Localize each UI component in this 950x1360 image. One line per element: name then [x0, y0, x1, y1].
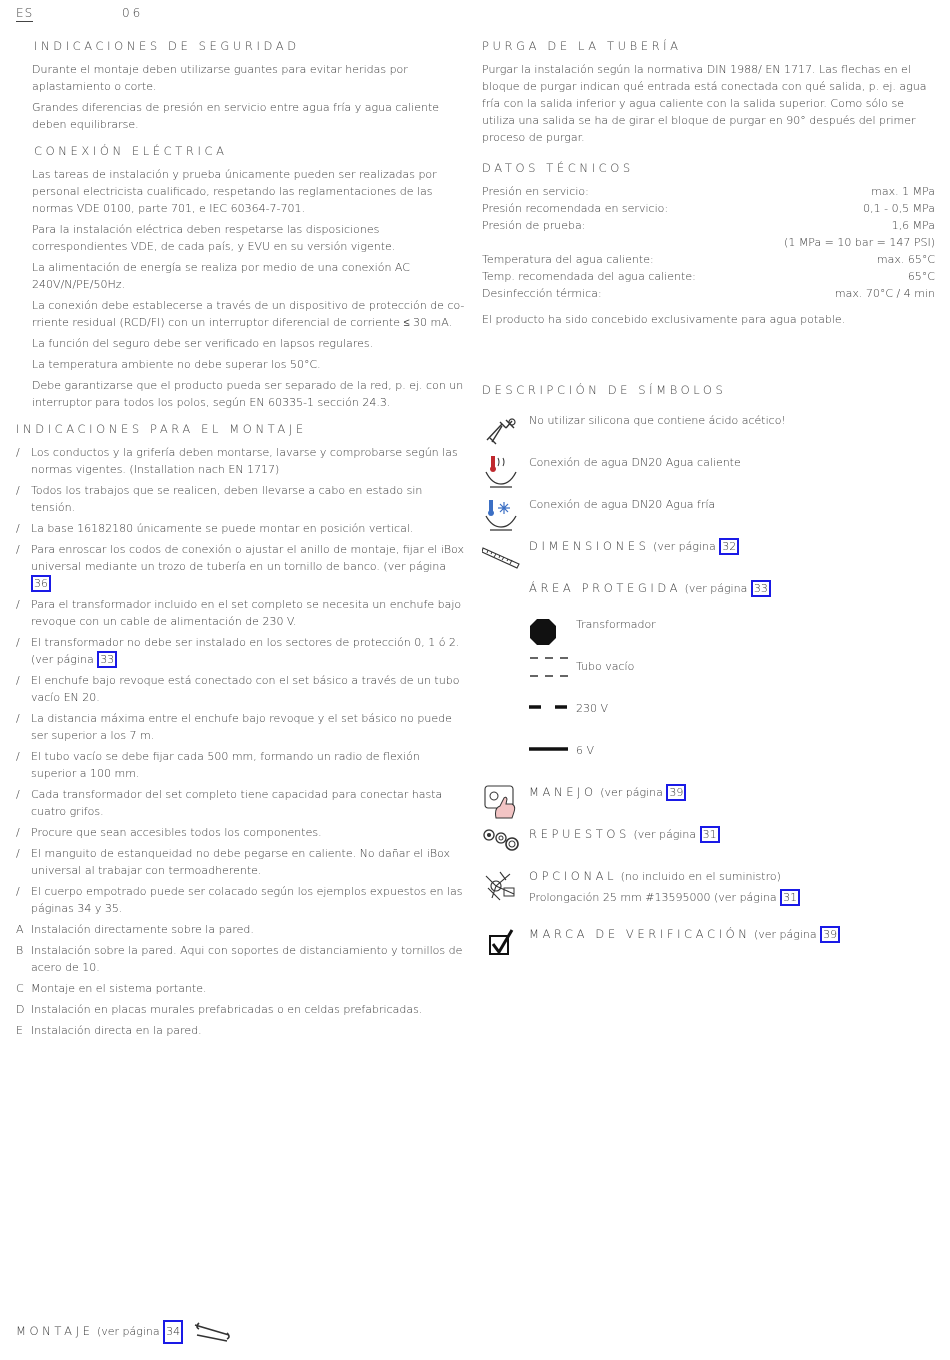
symbol-text: Conexión de agua DN20 Agua caliente	[529, 456, 741, 469]
page-ref: (ver página	[653, 540, 716, 553]
list-item: / El manguito de estanqueidad no debe pegarse en caliente. No dañar el iBox universal al trabajar con termoadherente.	[16, 847, 450, 877]
table-row: Temp. recomendada del agua caliente: 65°C	[482, 270, 935, 283]
heading-conexion-electrica: CONEXIÓN ELÉCTRICA	[34, 144, 228, 158]
paragraph: La función del seguro debe ser verificado en lapsos regulares.	[32, 337, 374, 350]
bullet-mark: /	[16, 788, 20, 801]
marca-title: MARCA DE VERIFICACIÓN	[529, 927, 751, 941]
list-item: / Para enroscar los codos de conexión o ajustar el anillo de montaje, fijar el iBox universal mediante un trozo de tubería en un tornillo de banco. (ver página 36	[16, 543, 464, 590]
dimensiones-title: DIMENSIONES	[529, 539, 650, 553]
page-link-31[interactable]: 31	[700, 826, 720, 843]
potable-water-note: El producto ha sido concebido exclusivamente para agua potable.	[482, 313, 846, 326]
opcional-note: (no incluido en el suministro)	[620, 870, 781, 883]
bullet-mark: /	[16, 712, 20, 725]
list-item: / Para el transformador incluido en el set completo se necesita un enchufe bajo revoque con un cable de alimentación de 230 V.	[16, 598, 462, 628]
repuestos-title: REPUESTOS	[529, 827, 630, 841]
left-column	[16, 38, 468, 1049]
paragraph: La temperatura ambiente no debe superar los 50°C.	[32, 358, 321, 371]
page-link-32[interactable]: 32	[719, 538, 739, 555]
lettered-item: B Instalación sobre la pared. Aqui con soportes de distanciamiento y tornillos de acero de 10.	[16, 944, 463, 974]
legend-label: 6 V	[576, 744, 595, 757]
paragraph: Purgar la instalación según la normativa DIN 1988/ EN 1717. Las flechas en el bloque de purgar indican qué entrada está conectada con qué salida, p. ej. agua fría con la salida inferior y agua caliente con la salida superior. Como sólo se utiliza una salida se ha de girar el bloque de purgar en 90° después del primer proceso de purgar.	[482, 63, 927, 144]
table-row: Desinfección térmica: max. 70°C / 4 min	[482, 287, 935, 300]
bullet-mark: /	[16, 636, 20, 649]
bullet-mark: /	[16, 885, 20, 898]
solid-line-icon	[529, 744, 571, 754]
list-item: / La distancia máxima entre el enchufe bajo revoque y el set básico no puede ser superior a los 7 m.	[16, 712, 452, 742]
paragraph: Para la instalación eléctrica deben respetarse las disposiciones correspondientes VDE, de cada país, y EVU en su versión vigente.	[32, 223, 396, 253]
opcional-line: Prolongación 25 mm #13595000 (ver página	[529, 891, 777, 904]
lettered-item: A Instalación directamente sobre la pared.	[16, 923, 254, 936]
legend-230v	[482, 700, 935, 742]
technical-data-table	[482, 183, 935, 302]
bullet-mark: /	[16, 826, 20, 839]
page-ref: (ver página	[633, 828, 697, 841]
page-link-34[interactable]: 34	[163, 1320, 183, 1344]
symbol-agua-fria	[482, 496, 935, 538]
wrench-icon	[193, 1321, 233, 1343]
bullet-mark: /	[16, 446, 20, 459]
dashed-line-icon	[529, 654, 571, 680]
table-row: Temperatura del agua caliente: max. 65°C	[482, 253, 935, 266]
hot-water-icon	[482, 454, 520, 490]
page-link-33[interactable]: 33	[97, 651, 117, 668]
hand-operation-icon	[482, 784, 520, 820]
page-link-33[interactable]: 33	[751, 580, 771, 597]
page-link-39[interactable]: 39	[820, 926, 840, 943]
table-row: Presión de prueba: 1,6 MPa	[482, 219, 935, 232]
list-item: / Los conductos y la grifería deben montarse, lavarse y comprobarse según las normas vigentes. (Installation nach EN 1717)	[16, 446, 458, 476]
section-conexion-electrica	[16, 143, 468, 411]
bullet-mark: /	[16, 484, 20, 497]
list-item: / El cuerpo empotrado puede ser colacado según los ejemplos expuestos en las páginas 34 y 35.	[16, 885, 463, 915]
octagon-icon	[529, 618, 557, 646]
cold-water-icon	[482, 496, 520, 532]
legend-label: Tubo vacío	[576, 660, 635, 673]
legend-label: 230 V	[576, 702, 609, 715]
section-datos-tecnicos	[482, 160, 935, 328]
page-ref: (ver página	[684, 582, 748, 595]
symbol-manejo	[482, 784, 935, 826]
list-item: / La base 16182180 únicamente se puede montar en posición vertical.	[16, 522, 414, 535]
manejo-title: MANEJO	[529, 785, 597, 799]
lettered-item: E Instalación directa en la pared.	[16, 1024, 202, 1037]
bullet-mark: /	[16, 847, 20, 860]
bullet-mark: /	[16, 543, 20, 556]
list-item: / El tubo vacío se debe fijar cada 500 mm, formando un radio de flexión superior a 100 mm.	[16, 750, 420, 780]
table-row: (1 MPa = 10 bar = 147 PSI)	[784, 236, 935, 249]
symbol-text: No utilizar silicona que contiene ácido acético!	[529, 414, 786, 427]
lettered-item: D Instalación en placas murales prefabricadas o en celdas prefabricadas.	[16, 1003, 423, 1016]
heading-simbolos: DESCRIPCIÓN DE SÍMBOLOS	[482, 383, 727, 397]
bullet-mark: /	[16, 750, 20, 763]
list-item: / Procure que sean accesibles todos los componentes.	[16, 826, 322, 839]
section-purga	[482, 38, 935, 146]
heading-datos-tecnicos: DATOS TÉCNICOS	[482, 161, 634, 175]
table-row: Presión en servicio: max. 1 MPa	[482, 185, 935, 198]
footer-title: MONTAJE	[16, 1324, 94, 1338]
symbol-area-protegida	[482, 580, 935, 616]
silicone-gun-icon	[482, 412, 520, 448]
page-number: 06	[122, 6, 144, 20]
lettered-item: C Montaje en el sistema portante.	[16, 982, 207, 995]
page-link-36[interactable]: 36	[31, 575, 51, 592]
ruler-icon	[482, 538, 520, 574]
symbol-marca-verificacion	[482, 926, 935, 968]
paragraph: La conexión debe establecerse a través de un dispositivo de protección de co-rriente residual (RCD/FI) con un interruptor diferencial de corriente ≤ 30 mA.	[32, 299, 465, 329]
symbol-text: Conexión de agua DN20 Agua fría	[529, 498, 716, 511]
symbol-opcional	[482, 868, 935, 926]
legend-6v	[482, 742, 935, 784]
legend-label: Transformador	[576, 618, 656, 631]
legend-tubo-vacio	[482, 658, 935, 700]
page-ref: (ver página	[600, 786, 663, 799]
thick-dash-icon	[529, 702, 571, 712]
list-item: / El enchufe bajo revoque está conectado con el set básico a través de un tubo vacío EN 20.	[16, 674, 460, 704]
section-simbolos	[482, 382, 935, 968]
list-item: / Todos los trabajos que se realicen, deben llevarse a cabo en estado sin tensión.	[16, 484, 423, 514]
paragraph: Grandes diferencias de presión en servicio entre agua fría y agua caliente deben equilibrarse.	[32, 101, 440, 131]
paragraph: Debe garantizarse que el producto pueda ser separado de la red, p. ej. con un interruptor para todos los polos, según EN 60335-1 sección 24.3.	[32, 379, 464, 409]
checkbox-check-icon	[482, 926, 520, 962]
heading-purga: PURGA DE LA TUBERÍA	[482, 39, 682, 53]
montaje-list	[16, 444, 468, 1039]
right-column	[482, 38, 935, 968]
page-ref: (ver página	[96, 1325, 160, 1338]
page-link-39[interactable]: 39	[666, 784, 686, 801]
area-protegida-title: ÁREA PROTEGIDA	[529, 581, 682, 595]
paragraph: Durante el montaje deben utilizarse guantes para evitar heridas por aplastamiento o corte.	[32, 63, 408, 93]
paragraph: Las tareas de instalación y prueba únicamente pueden ser realizadas por personal electricista cualificado, respetando las reglamentaciones de las normas VDE 0100, parte 701, e IEC 60364-7-701.	[32, 168, 437, 215]
bullet-mark: /	[16, 674, 20, 687]
page-link-31[interactable]: 31	[780, 889, 800, 906]
list-item: / Cada transformador del set completo tiene capacidad para conectar hasta cuatro grifos.	[16, 788, 443, 818]
bullet-mark: /	[16, 522, 20, 535]
symbol-agua-caliente	[482, 454, 935, 496]
page-ref: (ver página	[753, 928, 817, 941]
paragraph: La alimentación de energía se realiza por medio de una conexión AC 240V/N/PE/50Hz.	[32, 261, 410, 291]
heading-montaje: INDICACIONES PARA EL MONTAJE	[16, 422, 307, 436]
symbol-repuestos	[482, 826, 935, 868]
optional-part-icon	[482, 868, 520, 904]
list-item: / El transformador no debe ser instalado en los sectores de protección 0, 1 ó 2. (ver página 33	[16, 636, 460, 666]
bullet-mark: /	[16, 598, 20, 611]
opcional-title: OPCIONAL	[529, 869, 618, 883]
footer-montaje	[16, 1320, 233, 1344]
page-header	[16, 6, 144, 22]
symbol-text	[529, 538, 739, 555]
table-row: Presión recomendada en servicio: 0,1 - 0,5 MPa	[482, 202, 935, 215]
language-code: ES	[16, 6, 34, 20]
legend-transformador	[482, 616, 935, 658]
heading-seguridad: INDICACIONES DE SEGURIDAD	[34, 39, 300, 53]
section-seguridad	[16, 38, 468, 133]
symbol-dimensiones	[482, 538, 935, 580]
section-montaje	[16, 421, 468, 1039]
symbol-silicona	[482, 412, 935, 454]
spare-parts-icon	[482, 826, 520, 862]
